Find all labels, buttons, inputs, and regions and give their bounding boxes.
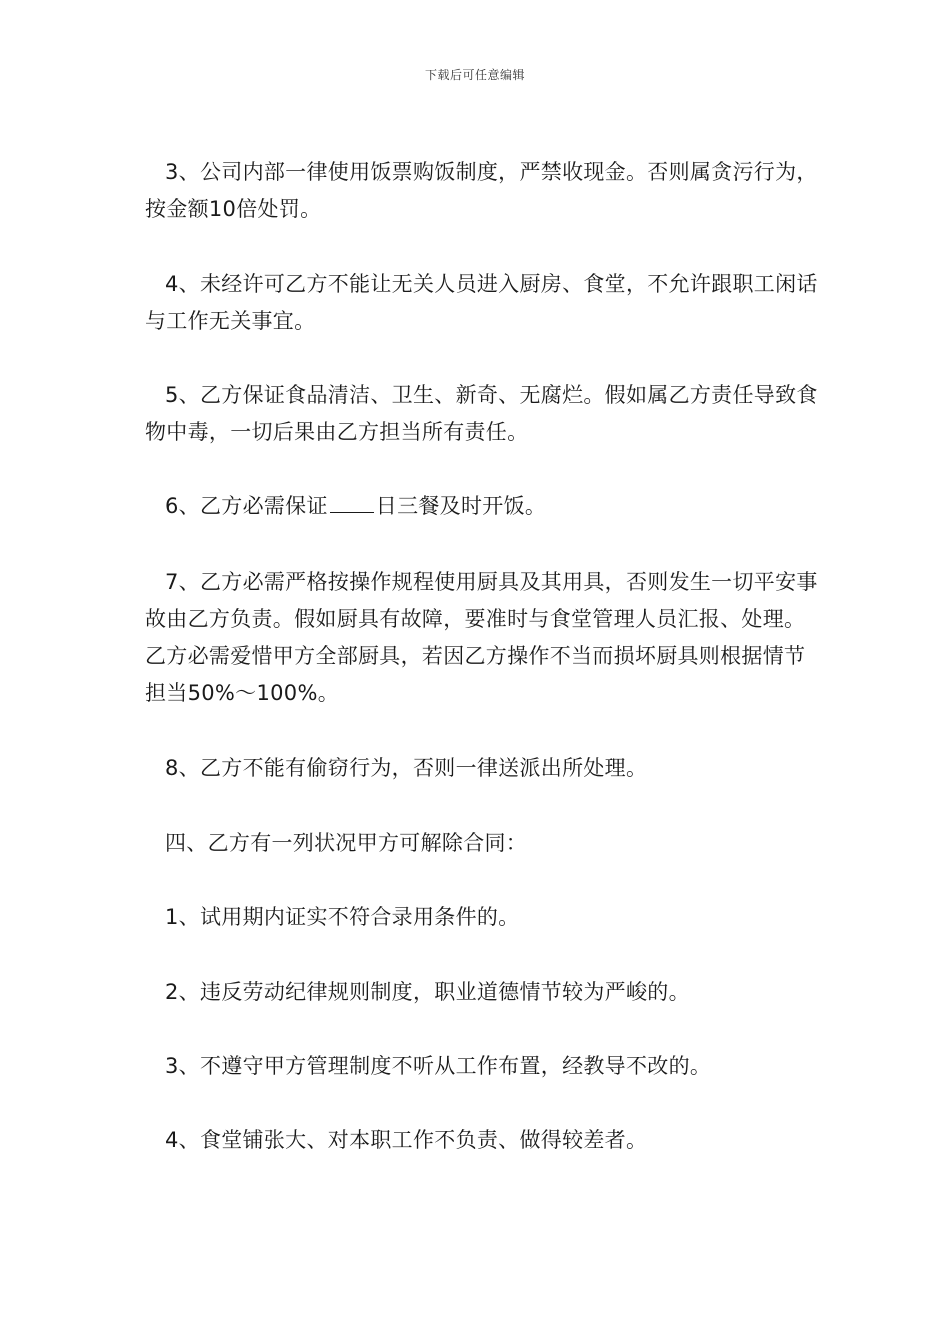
item-number: 2、 [165,980,200,1004]
termination-item-4 [145,1122,825,1159]
clause-text: 乙方保证食品清洁、卫生、新奇、无腐烂。假如属乙方责任导致食物中毒，一切后果由乙方担当所有责任。 [145,383,818,444]
clause-text: 未经许可乙方不能让无关人员进入厨房、食堂，不允许跟职工闲话与工作无关事宜。 [145,272,818,333]
section-title-text: 四、乙方有一列状况甲方可解除合同： [165,831,528,855]
clause-item-7 [145,564,825,712]
clause-text-after: 日三餐及时开饭。 [375,494,547,518]
clause-number: 4、 [165,272,200,296]
item-number: 3、 [165,1054,200,1078]
clause-number: 6、 [165,494,200,518]
clause-text: 乙方不能有偷窃行为，否则一律送派出所处理。 [199,756,648,780]
item-text: 违反劳动纪律规则制度，职业道德情节较为严峻的。 [199,980,690,1004]
clause-text: 乙方必需严格按操作规程使用厨具及其用具，否则发生一切平安事故由乙方负责。假如厨具有故障，要准时与食堂管理人员汇报、处理。乙方必需爱惜甲方全部厨具，若因乙方操作不当而损坏厨具则根据情节担当50%～100%。 [145,570,818,705]
fill-in-blank [330,492,374,513]
item-text: 不遵守甲方管理制度不听从工作布置，经教导不改的。 [199,1054,712,1078]
clause-item-3 [145,154,825,228]
clause-item-6 [145,488,825,525]
clause-number: 8、 [165,756,200,780]
termination-item-2 [145,974,825,1011]
clause-number: 3、 [165,160,200,184]
clause-item-8 [145,750,825,787]
item-number: 1、 [165,905,200,929]
item-number: 4、 [165,1128,200,1152]
page-header-note: 下载后可任意编辑 [424,68,525,82]
item-text: 试用期内证实不符合录用条件的。 [199,905,520,929]
termination-item-3 [145,1048,825,1085]
clause-text: 公司内部一律使用饭票购饭制度，严禁收现金。否则属贪污行为，按金额10倍处罚。 [145,160,818,221]
clause-number: 7、 [165,570,200,594]
clause-item-4 [145,266,825,340]
section-title [145,825,825,862]
clause-number: 5、 [165,383,200,407]
clause-item-5 [145,377,825,451]
item-text: 食堂铺张大、对本职工作不负责、做得较差者。 [199,1128,648,1152]
termination-item-1 [145,899,825,936]
clause-text-before: 乙方必需保证 [199,494,328,518]
